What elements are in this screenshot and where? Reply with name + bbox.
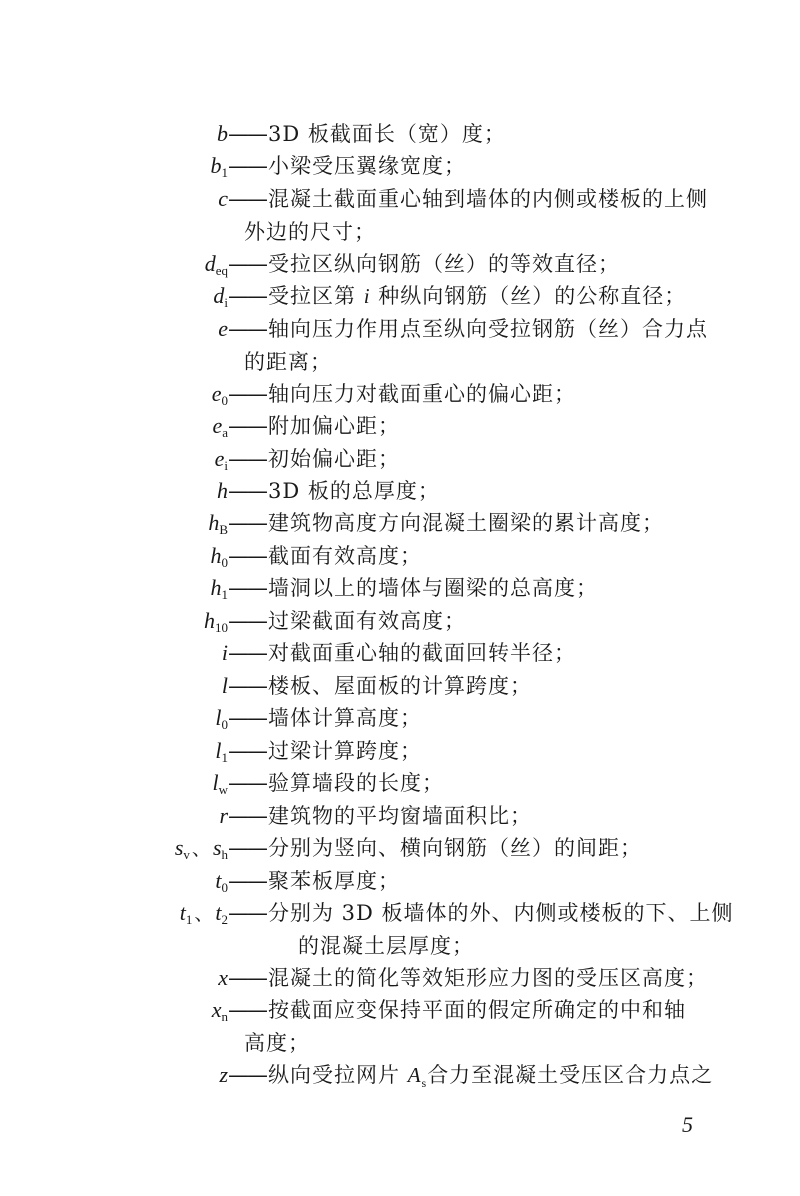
em-dash: —— bbox=[228, 836, 266, 860]
em-dash: —— bbox=[228, 252, 266, 276]
em-dash: —— bbox=[228, 966, 266, 990]
symbol-entry bbox=[0, 670, 800, 702]
symbol: $t_1$ 、$t_2$ bbox=[179, 900, 228, 927]
symbol-description: ——墙体计算高度； bbox=[228, 706, 422, 730]
symbol-entry bbox=[0, 572, 800, 604]
symbol-description: ——轴向压力对截面重心的偏心距； bbox=[228, 382, 576, 406]
symbol-description: ——轴向压力作用点至纵向受拉钢筋（丝）合力点 bbox=[228, 317, 708, 341]
em-dash: —— bbox=[228, 998, 266, 1022]
symbol-entry bbox=[0, 150, 800, 182]
em-dash: —— bbox=[228, 869, 266, 893]
symbol-description: ——纵向受拉网片 $A_s$合力至混凝土受压区合力点之 bbox=[228, 1063, 714, 1091]
symbol-description: ——按截面应变保持平面的假定所确定的中和轴 bbox=[228, 998, 686, 1022]
page-number: 5 bbox=[682, 1112, 693, 1137]
symbol-description: ——受拉区第 i 种纵向钢筋（丝）的公称直径； bbox=[228, 284, 687, 308]
symbol-entry bbox=[0, 735, 800, 767]
em-dash: —— bbox=[228, 447, 266, 471]
symbol-entry bbox=[0, 410, 800, 442]
symbol: b bbox=[217, 121, 228, 146]
symbol-entry bbox=[0, 962, 800, 994]
symbol-description: ——楼板、屋面板的计算跨度； bbox=[228, 674, 532, 698]
symbol-entry bbox=[0, 378, 800, 410]
symbol-entry bbox=[0, 280, 800, 312]
em-dash: —— bbox=[228, 511, 266, 535]
symbol-entry bbox=[0, 800, 800, 832]
symbol-description: ——验算墙段的长度； bbox=[228, 771, 444, 795]
symbol-subscript: 2 bbox=[221, 912, 228, 927]
symbol-subscript: i bbox=[224, 295, 228, 310]
symbol: e bbox=[218, 316, 228, 341]
symbol: $d_i$ bbox=[213, 283, 228, 310]
symbol: $t_0$ bbox=[215, 868, 228, 895]
symbol: $l_0$ bbox=[215, 705, 228, 732]
symbol: $x_n$ bbox=[211, 997, 228, 1024]
em-dash: —— bbox=[228, 382, 266, 406]
symbol-subscript: 0 bbox=[221, 717, 228, 732]
symbol-description: ——分别为竖向、横向钢筋（丝）的间距； bbox=[228, 836, 642, 860]
symbol-entry bbox=[0, 313, 800, 345]
symbol-entry bbox=[0, 605, 800, 637]
inline-variable: i bbox=[363, 284, 371, 308]
symbol-entry bbox=[0, 443, 800, 475]
symbol-description: ——过梁计算跨度； bbox=[228, 739, 422, 763]
inline-variable: $A_s$ bbox=[407, 1063, 428, 1091]
symbol-description: ——建筑物的平均窗墙面积比； bbox=[228, 804, 532, 828]
em-dash: —— bbox=[228, 154, 266, 178]
symbol-entry bbox=[0, 507, 800, 539]
symbol: h bbox=[217, 478, 228, 503]
symbol-subscript: 0 bbox=[221, 393, 228, 408]
symbol: i bbox=[221, 640, 228, 665]
em-dash: —— bbox=[228, 674, 266, 698]
symbol-entry bbox=[0, 832, 800, 864]
symbol-description: ——3D 板截面长（宽）度； bbox=[228, 122, 506, 146]
symbol: z bbox=[219, 1062, 228, 1087]
symbol-entry bbox=[0, 767, 800, 799]
symbol-subscript: h bbox=[221, 847, 228, 862]
symbol-description: ——对截面重心轴的截面回转半径； bbox=[228, 641, 576, 665]
symbol-subscript: 1 bbox=[185, 912, 193, 927]
symbol-description-continued: 的距离； bbox=[244, 349, 332, 374]
symbol-entry bbox=[0, 1059, 800, 1091]
symbol-description: ——小梁受压翼缘宽度； bbox=[228, 154, 466, 178]
symbol-description: ——墙洞以上的墙体与圈梁的总高度； bbox=[228, 576, 598, 600]
em-dash: —— bbox=[228, 641, 266, 665]
symbol: $e_0$ bbox=[211, 381, 228, 408]
symbol: $s_v$ 、$s_h$ bbox=[174, 835, 228, 862]
symbol-entry bbox=[0, 183, 800, 215]
symbol-description: ——受拉区纵向钢筋（丝）的等效直径； bbox=[228, 252, 620, 276]
symbol: $h_0$ bbox=[210, 543, 228, 570]
em-dash: —— bbox=[228, 739, 266, 763]
symbol-entry bbox=[0, 637, 800, 669]
symbol-subscript: B bbox=[219, 522, 228, 537]
symbol-subscript: 0 bbox=[221, 555, 228, 570]
symbol-subscript: eq bbox=[215, 263, 228, 278]
symbol: $d_{eq}$ bbox=[204, 251, 228, 278]
em-dash: —— bbox=[228, 317, 266, 341]
em-dash: —— bbox=[228, 804, 266, 828]
symbol: $b_1$ bbox=[210, 153, 228, 180]
em-dash: —— bbox=[228, 576, 266, 600]
symbol: $h_B$ bbox=[208, 510, 228, 537]
em-dash: —— bbox=[228, 414, 266, 438]
symbol-description: ——截面有效高度； bbox=[228, 544, 422, 568]
symbol-description: ——建筑物高度方向混凝土圈梁的累计高度； bbox=[228, 511, 664, 535]
em-dash: —— bbox=[228, 609, 266, 633]
symbol: $e_i$ bbox=[214, 446, 228, 473]
em-dash: —— bbox=[228, 771, 266, 795]
symbol-entry bbox=[0, 994, 800, 1026]
symbol-description: ——初始偏心距； bbox=[228, 447, 400, 471]
symbol-description: ——混凝土截面重心轴到墙体的内侧或楼板的上侧 bbox=[228, 187, 708, 211]
symbol-description: ——3D 板的总厚度； bbox=[228, 479, 440, 503]
symbol: $l_w$ bbox=[212, 770, 228, 797]
symbol-subscript: w bbox=[218, 782, 228, 797]
symbol-subscript: 1 bbox=[221, 750, 228, 765]
symbol: $e_a$ bbox=[212, 413, 228, 440]
symbol-description-continued: 外边的尺寸； bbox=[244, 219, 376, 244]
symbol-entry bbox=[0, 118, 800, 150]
em-dash: —— bbox=[228, 901, 266, 925]
symbol-subscript: 0 bbox=[221, 880, 228, 895]
symbol-separator: 、 bbox=[191, 838, 211, 860]
symbol: c bbox=[218, 186, 228, 211]
em-dash: —— bbox=[228, 187, 266, 211]
symbol-entry bbox=[0, 702, 800, 734]
symbol-description: ——附加偏心距； bbox=[228, 414, 400, 438]
symbol: $l_1$ bbox=[215, 738, 228, 765]
symbol: $h_{10}$ bbox=[204, 608, 228, 635]
symbol-subscript: i bbox=[224, 458, 228, 473]
em-dash: —— bbox=[228, 122, 266, 146]
symbol-subscript: v bbox=[183, 847, 190, 862]
symbol-description: ——聚苯板厚度； bbox=[228, 869, 400, 893]
symbol: $h_1$ bbox=[210, 575, 228, 602]
symbol-subscript: 10 bbox=[215, 620, 228, 635]
symbol-description: ——混凝土的简化等效矩形应力图的受压区高度； bbox=[228, 966, 708, 990]
symbol-description: ——过梁截面有效高度； bbox=[228, 609, 466, 633]
symbol-description-continued: 高度； bbox=[244, 1030, 310, 1055]
symbol-entry bbox=[0, 475, 800, 507]
symbol: l bbox=[221, 673, 228, 698]
em-dash: —— bbox=[228, 1063, 266, 1087]
symbol: x bbox=[218, 965, 228, 990]
em-dash: —— bbox=[228, 544, 266, 568]
symbol-subscript: n bbox=[221, 1009, 228, 1024]
symbol-entry bbox=[0, 865, 800, 897]
symbol-entry bbox=[0, 540, 800, 572]
em-dash: —— bbox=[228, 706, 266, 730]
symbol-subscript: 1 bbox=[221, 165, 228, 180]
inline-subscript: s bbox=[421, 1076, 428, 1091]
em-dash: —— bbox=[228, 284, 266, 308]
symbol-description-continued: 的混凝土层厚度； bbox=[298, 933, 474, 958]
symbol-entry bbox=[0, 897, 800, 929]
symbol: r bbox=[219, 803, 228, 828]
symbol-subscript: a bbox=[222, 425, 228, 440]
symbol-description: ——分别为 3D 板墙体的外、内侧或楼板的下、上侧 bbox=[228, 901, 734, 925]
symbol-entry bbox=[0, 248, 800, 280]
symbol-separator: 、 bbox=[194, 903, 214, 925]
symbol-subscript: 1 bbox=[221, 587, 228, 602]
em-dash: —— bbox=[228, 479, 266, 503]
